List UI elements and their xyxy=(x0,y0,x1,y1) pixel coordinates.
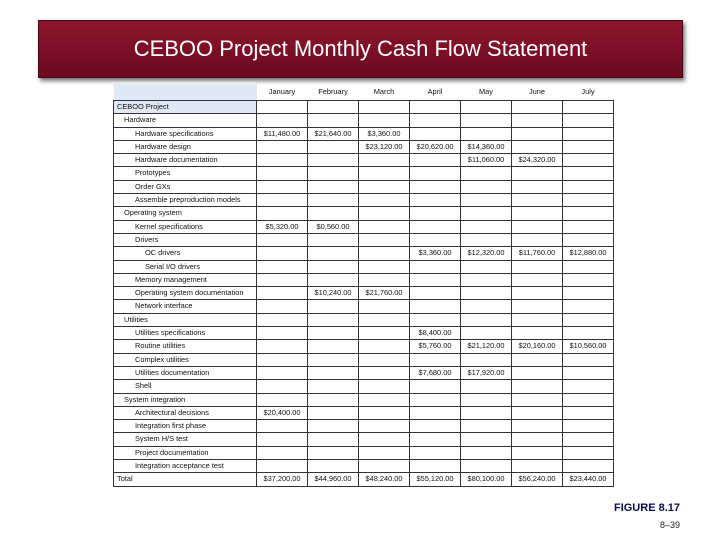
cell-value xyxy=(359,366,410,379)
cell-value xyxy=(512,127,563,140)
cell-value xyxy=(359,220,410,233)
cell-value xyxy=(359,180,410,193)
cell-value xyxy=(461,433,512,446)
cell-value xyxy=(461,207,512,220)
cell-value: $11,760.00 xyxy=(512,247,563,260)
cell-value xyxy=(359,353,410,366)
cell-value xyxy=(359,380,410,393)
cell-value xyxy=(257,420,308,433)
table-row xyxy=(114,260,614,273)
table-row xyxy=(114,380,614,393)
cell-value xyxy=(359,247,410,260)
table-row xyxy=(114,433,614,446)
cell-value xyxy=(308,433,359,446)
cell-value xyxy=(410,233,461,246)
cell-value xyxy=(512,327,563,340)
cell-value xyxy=(410,313,461,326)
cell-value xyxy=(308,406,359,419)
cell-value xyxy=(512,194,563,207)
table-body xyxy=(114,101,614,487)
cell-value: $37,200.00 xyxy=(257,473,308,486)
cell-value: $24,320.00 xyxy=(512,154,563,167)
cell-value xyxy=(410,167,461,180)
row-label: Kernel specifications xyxy=(114,220,257,233)
cell-value xyxy=(512,101,563,114)
cell-value xyxy=(563,180,614,193)
cell-value xyxy=(257,114,308,127)
cell-value xyxy=(563,446,614,459)
cell-value xyxy=(461,260,512,273)
cell-value: $20,400.00 xyxy=(257,406,308,419)
cell-value xyxy=(563,433,614,446)
row-label: Total xyxy=(114,473,257,486)
cell-value xyxy=(512,406,563,419)
cell-value xyxy=(308,247,359,260)
table-row xyxy=(114,273,614,286)
cell-value xyxy=(410,420,461,433)
cell-value xyxy=(257,140,308,153)
month-header: July xyxy=(581,87,595,96)
cell-value xyxy=(512,300,563,313)
cell-value xyxy=(410,260,461,273)
cell-value xyxy=(257,300,308,313)
row-label: Network interface xyxy=(114,300,257,313)
cell-value: $20,160.00 xyxy=(512,340,563,353)
cell-value xyxy=(512,287,563,300)
cell-value xyxy=(461,127,512,140)
cell-value: $55,120.00 xyxy=(410,473,461,486)
cell-value xyxy=(512,260,563,273)
row-label: Project documentation xyxy=(114,446,257,459)
cell-value xyxy=(257,380,308,393)
table-row xyxy=(114,101,614,114)
header-corner xyxy=(114,84,257,101)
cell-value xyxy=(512,114,563,127)
cell-value xyxy=(359,420,410,433)
cell-value xyxy=(308,167,359,180)
cell-value xyxy=(461,273,512,286)
row-label: Hardware design xyxy=(114,140,257,153)
cell-value xyxy=(257,154,308,167)
table-row xyxy=(114,140,614,153)
row-label: Hardware documentation xyxy=(114,154,257,167)
table-row xyxy=(114,340,614,353)
cell-value xyxy=(359,406,410,419)
cell-value xyxy=(359,446,410,459)
cell-value xyxy=(257,247,308,260)
cell-value xyxy=(563,154,614,167)
cell-value xyxy=(359,393,410,406)
cell-value xyxy=(461,180,512,193)
cell-value xyxy=(512,273,563,286)
cell-value xyxy=(410,220,461,233)
row-label: System H/S test xyxy=(114,433,257,446)
cell-value xyxy=(359,207,410,220)
table-row xyxy=(114,300,614,313)
cell-value xyxy=(461,194,512,207)
cell-value xyxy=(359,233,410,246)
cell-value xyxy=(308,154,359,167)
cell-value xyxy=(308,180,359,193)
cell-value: $23,440.00 xyxy=(563,473,614,486)
cell-value xyxy=(257,233,308,246)
cell-value xyxy=(410,194,461,207)
cell-value xyxy=(512,233,563,246)
cell-value xyxy=(563,313,614,326)
cell-value xyxy=(461,393,512,406)
cell-value xyxy=(359,114,410,127)
cell-value xyxy=(512,167,563,180)
cell-value xyxy=(563,353,614,366)
cell-value xyxy=(359,340,410,353)
cell-value xyxy=(461,406,512,419)
cell-value xyxy=(359,194,410,207)
row-label: Routine utilities xyxy=(114,340,257,353)
row-label: Operating system documentation xyxy=(114,287,257,300)
cell-value xyxy=(359,167,410,180)
cell-value xyxy=(563,207,614,220)
cell-value xyxy=(563,300,614,313)
cell-value: $0,560.00 xyxy=(308,220,359,233)
cell-value xyxy=(512,433,563,446)
cell-value: $21,760.00 xyxy=(359,287,410,300)
cell-value: $56,240.00 xyxy=(512,473,563,486)
cell-value xyxy=(257,167,308,180)
cell-value xyxy=(461,167,512,180)
cell-value xyxy=(308,393,359,406)
row-label: Operating system xyxy=(114,207,257,220)
cell-value xyxy=(512,140,563,153)
cell-value xyxy=(410,207,461,220)
cash-flow-table xyxy=(113,84,614,487)
cell-value xyxy=(308,313,359,326)
cell-value xyxy=(308,194,359,207)
cell-value xyxy=(410,433,461,446)
cell-value xyxy=(512,313,563,326)
cell-value xyxy=(563,140,614,153)
table-row xyxy=(114,446,614,459)
table-row xyxy=(114,167,614,180)
cell-value xyxy=(461,446,512,459)
cell-value xyxy=(410,127,461,140)
cell-value xyxy=(308,273,359,286)
cell-value xyxy=(359,433,410,446)
table-row xyxy=(114,393,614,406)
cell-value xyxy=(257,327,308,340)
cell-value xyxy=(257,194,308,207)
row-label: Memory management xyxy=(114,273,257,286)
cell-value xyxy=(257,433,308,446)
row-label: Serial I/O drivers xyxy=(114,260,257,273)
page-number: 8–39 xyxy=(659,520,680,530)
cell-value xyxy=(563,393,614,406)
table-row xyxy=(114,327,614,340)
cell-value xyxy=(308,446,359,459)
row-label: Utilities specifications xyxy=(114,327,257,340)
cell-value xyxy=(308,140,359,153)
table-row xyxy=(114,180,614,193)
cash-flow-table-container xyxy=(113,84,613,487)
cell-value xyxy=(563,420,614,433)
table-row xyxy=(114,313,614,326)
cell-value: $8,400.00 xyxy=(410,327,461,340)
cell-value xyxy=(563,273,614,286)
cell-value xyxy=(461,233,512,246)
month-header-row xyxy=(114,84,614,101)
cell-value xyxy=(410,101,461,114)
cell-value xyxy=(257,446,308,459)
cell-value xyxy=(257,260,308,273)
cell-value xyxy=(410,406,461,419)
cell-value xyxy=(410,300,461,313)
row-label: OC drivers xyxy=(114,247,257,260)
month-header: June xyxy=(528,87,546,96)
row-label: Architectural decisions xyxy=(114,406,257,419)
month-header: January xyxy=(268,87,296,96)
cell-value xyxy=(410,380,461,393)
cell-value xyxy=(410,154,461,167)
cell-value xyxy=(563,327,614,340)
cell-value xyxy=(257,460,308,473)
row-label: Prototypes xyxy=(114,167,257,180)
cell-value: $23,120.00 xyxy=(359,140,410,153)
table-row xyxy=(114,220,614,233)
cell-value: $12,320.00 xyxy=(461,247,512,260)
cell-value xyxy=(512,380,563,393)
table-row xyxy=(114,114,614,127)
cell-value: $7,680.00 xyxy=(410,366,461,379)
cell-value xyxy=(461,380,512,393)
cell-value xyxy=(410,446,461,459)
cell-value xyxy=(308,233,359,246)
month-header: May xyxy=(479,87,493,96)
table-row xyxy=(114,366,614,379)
total-row xyxy=(114,473,614,486)
cell-value xyxy=(257,340,308,353)
cell-value xyxy=(461,327,512,340)
row-label: Hardware specifications xyxy=(114,127,257,140)
cell-value xyxy=(410,180,461,193)
cell-value xyxy=(308,366,359,379)
cell-value xyxy=(257,313,308,326)
cell-value: $3,360.00 xyxy=(359,127,410,140)
cell-value xyxy=(563,194,614,207)
cell-value: $80,100.00 xyxy=(461,473,512,486)
cell-value: $48,240.00 xyxy=(359,473,410,486)
row-label: Utilities documentation xyxy=(114,366,257,379)
table-row xyxy=(114,247,614,260)
cell-value xyxy=(308,380,359,393)
table-row xyxy=(114,287,614,300)
cell-value xyxy=(410,273,461,286)
month-header: April xyxy=(427,87,443,96)
cell-value xyxy=(512,460,563,473)
table-row xyxy=(114,406,614,419)
cell-value xyxy=(308,300,359,313)
table-row xyxy=(114,460,614,473)
cell-value xyxy=(359,327,410,340)
cell-value xyxy=(308,260,359,273)
table-row xyxy=(114,233,614,246)
row-label: Integration acceptance test xyxy=(114,460,257,473)
cell-value xyxy=(461,460,512,473)
cell-value xyxy=(461,313,512,326)
cell-value xyxy=(257,287,308,300)
cell-value xyxy=(308,114,359,127)
cell-value xyxy=(308,101,359,114)
cell-value xyxy=(359,260,410,273)
row-label: Integration first phase xyxy=(114,420,257,433)
cell-value xyxy=(563,380,614,393)
cell-value xyxy=(308,340,359,353)
cell-value xyxy=(563,406,614,419)
cell-value xyxy=(359,300,410,313)
cell-value xyxy=(512,366,563,379)
row-label: Assemble preproduction models xyxy=(114,194,257,207)
cell-value xyxy=(359,273,410,286)
month-header: February xyxy=(318,87,348,96)
cell-value xyxy=(563,101,614,114)
cell-value xyxy=(461,420,512,433)
cell-value xyxy=(410,460,461,473)
cell-value: $12,880.00 xyxy=(563,247,614,260)
table-row xyxy=(114,420,614,433)
cell-value: $3,360.00 xyxy=(410,247,461,260)
cell-value xyxy=(512,393,563,406)
cell-value: $21,120.00 xyxy=(461,340,512,353)
row-label: CEBOO Project xyxy=(114,101,257,114)
cell-value xyxy=(512,180,563,193)
cell-value xyxy=(563,233,614,246)
cell-value xyxy=(512,220,563,233)
cell-value xyxy=(512,420,563,433)
row-label: Complex utilities xyxy=(114,353,257,366)
cell-value xyxy=(563,114,614,127)
cell-value xyxy=(308,353,359,366)
table-row xyxy=(114,207,614,220)
cell-value xyxy=(461,353,512,366)
cell-value xyxy=(257,393,308,406)
cell-value xyxy=(461,101,512,114)
row-label: Shell xyxy=(114,380,257,393)
cell-value xyxy=(257,353,308,366)
cell-value xyxy=(410,287,461,300)
cell-value xyxy=(359,101,410,114)
cell-value xyxy=(563,260,614,273)
cell-value xyxy=(308,420,359,433)
cell-value xyxy=(410,393,461,406)
cell-value: $11,480.00 xyxy=(257,127,308,140)
cell-value xyxy=(461,114,512,127)
cell-value xyxy=(461,220,512,233)
cell-value xyxy=(563,460,614,473)
cell-value: $44,960.00 xyxy=(308,473,359,486)
cell-value xyxy=(359,313,410,326)
cell-value xyxy=(563,287,614,300)
cell-value xyxy=(461,287,512,300)
table-row xyxy=(114,194,614,207)
cell-value xyxy=(257,273,308,286)
table-row xyxy=(114,154,614,167)
cell-value: $10,560.00 xyxy=(563,340,614,353)
row-label: Utilities xyxy=(114,313,257,326)
cell-value: $21,640.00 xyxy=(308,127,359,140)
cell-value xyxy=(257,207,308,220)
row-label: System integration xyxy=(114,393,257,406)
row-label: Order GXs xyxy=(114,180,257,193)
month-header: March xyxy=(373,87,395,96)
cell-value: $5,760.00 xyxy=(410,340,461,353)
row-label: Drivers xyxy=(114,233,257,246)
cell-value xyxy=(257,180,308,193)
cell-value xyxy=(308,460,359,473)
cell-value xyxy=(308,207,359,220)
figure-label: FIGURE 8.17 xyxy=(613,502,680,514)
cell-value xyxy=(359,460,410,473)
cell-value xyxy=(563,220,614,233)
cell-value xyxy=(512,207,563,220)
cell-value xyxy=(563,366,614,379)
row-label: Hardware xyxy=(114,114,257,127)
slide-title: CEBOO Project Monthly Cash Flow Statement xyxy=(38,20,683,78)
cell-value xyxy=(512,353,563,366)
cell-value xyxy=(512,446,563,459)
cell-value: $11,060.00 xyxy=(461,154,512,167)
cell-value xyxy=(461,300,512,313)
cell-value xyxy=(257,366,308,379)
cell-value: $14,360.00 xyxy=(461,140,512,153)
cell-value xyxy=(410,353,461,366)
table-row xyxy=(114,353,614,366)
cell-value: $17,920.00 xyxy=(461,366,512,379)
cell-value: $20,620.00 xyxy=(410,140,461,153)
cell-value: $10,240.00 xyxy=(308,287,359,300)
cell-value xyxy=(563,127,614,140)
cell-value xyxy=(410,114,461,127)
cell-value xyxy=(308,327,359,340)
cell-value xyxy=(563,167,614,180)
cell-value xyxy=(359,154,410,167)
cell-value xyxy=(257,101,308,114)
cell-value: $5,320.00 xyxy=(257,220,308,233)
table-row xyxy=(114,127,614,140)
